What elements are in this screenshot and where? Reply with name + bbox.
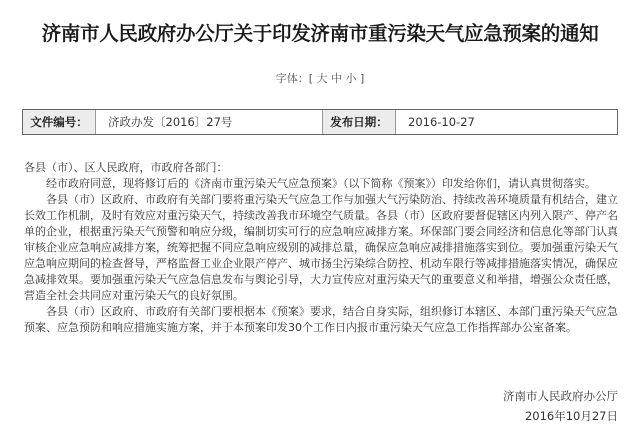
- doc-number-label: 文件编号：: [23, 110, 96, 134]
- font-size-small-button[interactable]: 小: [345, 72, 357, 85]
- font-size-large-button[interactable]: 大: [316, 72, 328, 85]
- publish-date-label: 发布日期：: [323, 110, 396, 134]
- paragraph-3: 各县（市）区政府、市政府有关部门要根据本《预案》要求，结合自身实际，组织修订本辖区、本部门重污染天气应急预案、应急预防和响应措施实施方案，并于本预案印发30个工作日内报市重污染天气应急工作指挥部办公室备案。: [24, 305, 618, 334]
- paragraph-1: 经市政府同意，现将修订后的《济南市重污染天气应急预案》（以下简称《预案》）印发给你们，请认真贯彻落实。: [46, 177, 596, 190]
- paragraph-2: 各县（市）区政府、市政府有关部门要将重污染天气应急工作与加强大气污染防治、持续改善环境质量有机结合，建立长效工作机制，及时有效应对重污染天气，持续改善我市环境空气质量。各县（市）区政府要督促辖区内列入限产、停产名单的企业，根据重污染天气预警和响应分级，编制切实可行的应急响应减排方案。环保部门要会同经济和信息化等部门认真审核企业应急响应减排方案，统筹把握不同应急响应级别的减排总量，确保应急响应减排措施落实到位。要加强重污染天气应急响应期间的检查督导，严格监督工业企业限产停产、城市扬尘污染综合防控、机动车限行等减排措施落实情况，确保应急减排效果。要加强重污染天气应急信息发布与舆论引导，大力宣传应对重污染天气的重要意义和举措，增强公众责任感，营造全社会共同应对重污染天气的良好氛围。: [24, 193, 618, 302]
- font-size-label: 字体：[: [275, 72, 313, 85]
- font-size-close-bracket: ]: [360, 72, 365, 85]
- signature-org: 济南市人民政府办公厅: [503, 389, 618, 403]
- doc-number-value: 济政办发〔2016〕27号: [96, 110, 323, 134]
- font-size-switcher: [0, 70, 640, 86]
- page-title: 济南市人民政府办公厅关于印发济南市重污染天气应急预案的通知: [41, 22, 599, 45]
- font-size-medium-button[interactable]: 中: [331, 72, 342, 85]
- publish-date-value: 2016-10-27: [408, 115, 475, 129]
- salutation: 各县（市）、区人民政府，市政府各部门：: [24, 161, 228, 174]
- notice-body: [24, 160, 618, 336]
- signature-date: 2016年10月27日: [524, 409, 618, 423]
- document-meta-table: [22, 109, 618, 135]
